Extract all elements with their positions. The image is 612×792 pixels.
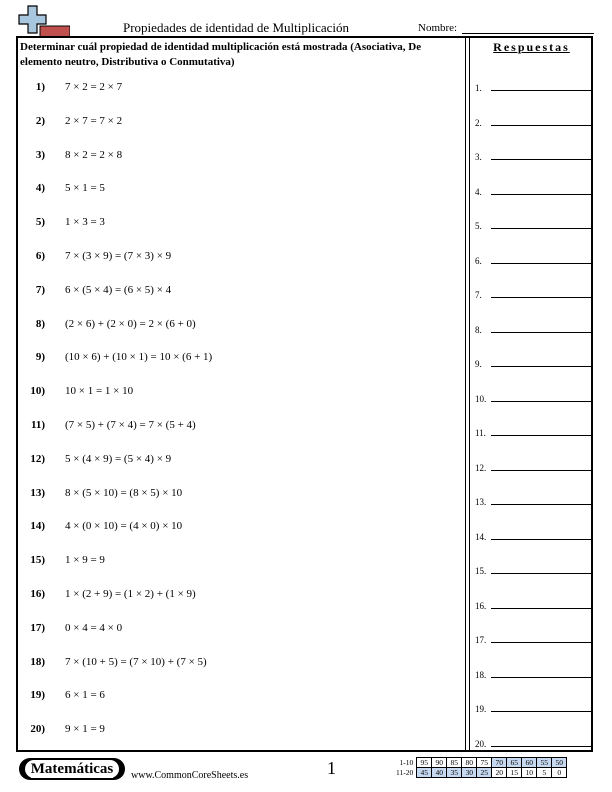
problem-equation: 6 × (5 × 4) = (6 × 5) × 4 — [65, 283, 172, 296]
problem-number: 19) — [30, 689, 45, 702]
problem-number: 5) — [35, 216, 45, 229]
problem-number: 12) — [30, 452, 45, 465]
answer-line[interactable] — [491, 401, 591, 402]
answer-blank[interactable] — [475, 353, 593, 369]
answer-number: 6. — [475, 255, 482, 266]
answer-line[interactable] — [491, 332, 591, 333]
problem-item — [20, 654, 207, 670]
answer-blank[interactable] — [475, 77, 593, 93]
score-cell: 95 — [417, 758, 432, 768]
answer-number: 18. — [475, 669, 487, 680]
answers-header: Respuestas — [493, 40, 570, 54]
problem-item — [20, 248, 171, 264]
problem-equation: 0 × 4 = 4 × 0 — [65, 621, 123, 634]
score-cell: 15 — [507, 768, 522, 778]
problem-equation: 7 × (10 + 5) = (7 × 10) + (7 × 5) — [65, 655, 207, 668]
answer-blank[interactable] — [475, 181, 593, 197]
problem-number: 9) — [35, 351, 45, 364]
problem-number: 13) — [30, 486, 45, 499]
problem-number: 17) — [30, 621, 45, 634]
problem-equation: 4 × (0 × 10) = (4 × 0) × 10 — [65, 520, 183, 533]
problem-number: 7) — [35, 283, 45, 296]
problem-number: 20) — [30, 723, 45, 736]
problem-item — [20, 687, 105, 703]
problem-item — [20, 180, 105, 196]
score-cell: 30 — [462, 768, 477, 778]
page-number: 1 — [327, 758, 336, 778]
answer-blank[interactable] — [475, 491, 593, 507]
problem-equation: 6 × 1 = 6 — [65, 689, 105, 702]
problem-item — [20, 113, 122, 129]
problem-item — [20, 383, 133, 399]
score-range-label: 11-20 — [396, 768, 414, 777]
problem-equation: 7 × 2 = 2 × 7 — [65, 81, 123, 93]
problem-equation: 1 × 9 = 9 — [65, 554, 105, 567]
answer-line[interactable] — [491, 159, 591, 160]
answer-number: 16. — [475, 600, 487, 611]
problem-equation: 8 × (5 × 10) = (8 × 5) × 10 — [65, 486, 183, 499]
score-cell: 80 — [462, 758, 477, 768]
problem-equation: (2 × 6) + (2 × 0) = 2 × (6 + 0) — [65, 317, 196, 330]
problem-equation: (10 × 6) + (10 × 1) = 10 × (6 + 1) — [65, 351, 213, 364]
problem-number: 3) — [35, 148, 45, 161]
answer-blank[interactable] — [475, 250, 593, 266]
score-cell: 50 — [552, 758, 567, 768]
score-cell: 75 — [477, 758, 492, 768]
problem-item — [20, 518, 182, 534]
score-cell: 5 — [537, 768, 552, 778]
score-cell: 25 — [477, 768, 492, 778]
answer-line[interactable] — [491, 573, 591, 574]
answer-line[interactable] — [491, 125, 591, 126]
problem-equation: 9 × 1 = 9 — [65, 723, 105, 736]
score-cell: 10 — [522, 768, 537, 778]
answer-number: 9. — [475, 359, 482, 369]
answer-number: 19. — [475, 704, 487, 714]
answer-line[interactable] — [491, 435, 591, 436]
answer-number: 2. — [475, 117, 482, 128]
problem-equation: 10 × 1 = 1 × 10 — [65, 385, 134, 398]
score-cell: 55 — [537, 758, 552, 768]
answer-blank[interactable] — [475, 284, 593, 300]
problem-item — [20, 214, 105, 230]
answer-line[interactable] — [491, 608, 591, 609]
answer-line[interactable] — [491, 90, 591, 91]
subject-badge — [19, 758, 125, 780]
answer-number: 11. — [475, 428, 486, 438]
problem-equation: 7 × (3 × 9) = (7 × 3) × 9 — [65, 250, 172, 262]
answer-line[interactable] — [491, 194, 591, 195]
problem-equation: 1 × 3 = 3 — [65, 216, 105, 229]
problem-equation: 2 × 7 = 7 × 2 — [65, 114, 123, 127]
answer-number: 10. — [475, 393, 487, 404]
problem-equation: 1 × (2 + 9) = (1 × 2) + (1 × 9) — [65, 588, 196, 600]
answer-blank[interactable] — [475, 560, 593, 576]
answer-blank[interactable] — [475, 388, 593, 404]
problem-number: 16) — [30, 588, 45, 600]
score-row — [396, 758, 567, 768]
answer-blank[interactable] — [475, 698, 593, 714]
problem-item — [20, 316, 196, 332]
score-table — [396, 757, 567, 778]
score-cell: 90 — [432, 758, 447, 768]
score-range-label: 1-10 — [399, 758, 414, 767]
problem-equation: (7 × 5) + (7 × 4) = 7 × (5 + 4) — [65, 419, 196, 431]
answer-blank[interactable] — [475, 112, 593, 128]
problem-item — [20, 79, 122, 95]
answer-line[interactable] — [491, 470, 591, 471]
plus-logo-icon — [18, 4, 70, 38]
problem-item — [20, 620, 122, 636]
answer-blank[interactable] — [475, 629, 593, 645]
answer-number: 13. — [475, 497, 487, 507]
problem-equation: 5 × (4 × 9) = (5 × 4) × 9 — [65, 452, 172, 465]
problem-item — [20, 586, 196, 602]
problem-number: 14) — [30, 520, 45, 533]
answer-line[interactable] — [491, 677, 591, 678]
answer-number: 15. — [475, 566, 487, 576]
answer-line[interactable] — [491, 746, 591, 747]
problem-equation: 8 × 2 = 2 × 8 — [65, 148, 123, 161]
answer-number: 17. — [475, 635, 487, 645]
problem-number: 6) — [35, 250, 45, 262]
problem-number: 4) — [35, 182, 45, 195]
score-cell: 45 — [417, 768, 432, 778]
worksheet-title: Propiedades de identidad de Multiplicación — [123, 20, 349, 35]
answer-line[interactable] — [491, 228, 591, 229]
problem-equation: 5 × 1 = 5 — [65, 182, 105, 195]
score-cell: 60 — [522, 758, 537, 768]
problem-number: 1) — [35, 81, 45, 93]
score-cell: 20 — [492, 768, 507, 778]
answer-blank[interactable] — [475, 733, 593, 749]
answer-line[interactable] — [491, 539, 591, 540]
answer-blank[interactable] — [475, 457, 593, 473]
answer-number: 8. — [475, 324, 482, 335]
problem-number: 2) — [35, 114, 45, 127]
answer-blank[interactable] — [475, 146, 593, 162]
answer-blank[interactable] — [475, 319, 593, 335]
answer-blank[interactable] — [475, 526, 593, 542]
problem-number: 8) — [35, 317, 45, 330]
name-label: Nombre: — [418, 22, 458, 34]
answer-number: 20. — [475, 738, 487, 749]
problem-item — [20, 721, 105, 737]
problem-item — [20, 349, 212, 365]
answer-number: 3. — [475, 152, 482, 162]
answer-line[interactable] — [491, 642, 591, 643]
score-cell: 85 — [447, 758, 462, 768]
problem-number: 10) — [30, 385, 45, 398]
answer-line[interactable] — [491, 366, 591, 367]
problem-item — [20, 417, 196, 433]
answer-line[interactable] — [491, 297, 591, 298]
problem-item — [20, 552, 105, 568]
problem-number: 11) — [30, 419, 45, 431]
score-cell: 35 — [447, 768, 462, 778]
answer-number: 12. — [475, 462, 487, 473]
problem-number: 18) — [30, 655, 45, 668]
answer-blank[interactable] — [475, 215, 593, 231]
problem-item — [20, 451, 171, 467]
name-field[interactable] — [462, 33, 594, 34]
score-cell: 40 — [432, 768, 447, 778]
answer-line[interactable] — [491, 504, 591, 505]
answer-blank[interactable] — [475, 422, 593, 438]
column-divider — [465, 36, 470, 752]
score-cell: 70 — [492, 758, 507, 768]
answer-number: 14. — [475, 531, 487, 542]
score-row — [396, 768, 567, 778]
problem-item — [20, 282, 171, 298]
answer-number: 5. — [475, 221, 482, 231]
answer-number: 1. — [475, 83, 482, 93]
subject-badge-label: Matemáticas — [30, 760, 114, 777]
instructions: Determinar cuál propiedad de identidad multiplicación está mostrada (Asociativa, De elemento neutro, Distributiva o Conmutativa) — [20, 41, 422, 68]
score-cell: 65 — [507, 758, 522, 768]
problem-number: 15) — [30, 554, 45, 567]
answer-blank[interactable] — [475, 595, 593, 611]
answer-line[interactable] — [491, 263, 591, 264]
site-url: www.CommonCoreSheets.es — [131, 770, 249, 781]
answer-number: 7. — [475, 290, 482, 300]
score-cell: 0 — [552, 768, 567, 778]
answer-number: 4. — [475, 186, 482, 197]
problem-item — [20, 147, 122, 163]
answer-blank[interactable] — [475, 664, 593, 680]
answer-line[interactable] — [491, 711, 591, 712]
problem-item — [20, 485, 182, 501]
